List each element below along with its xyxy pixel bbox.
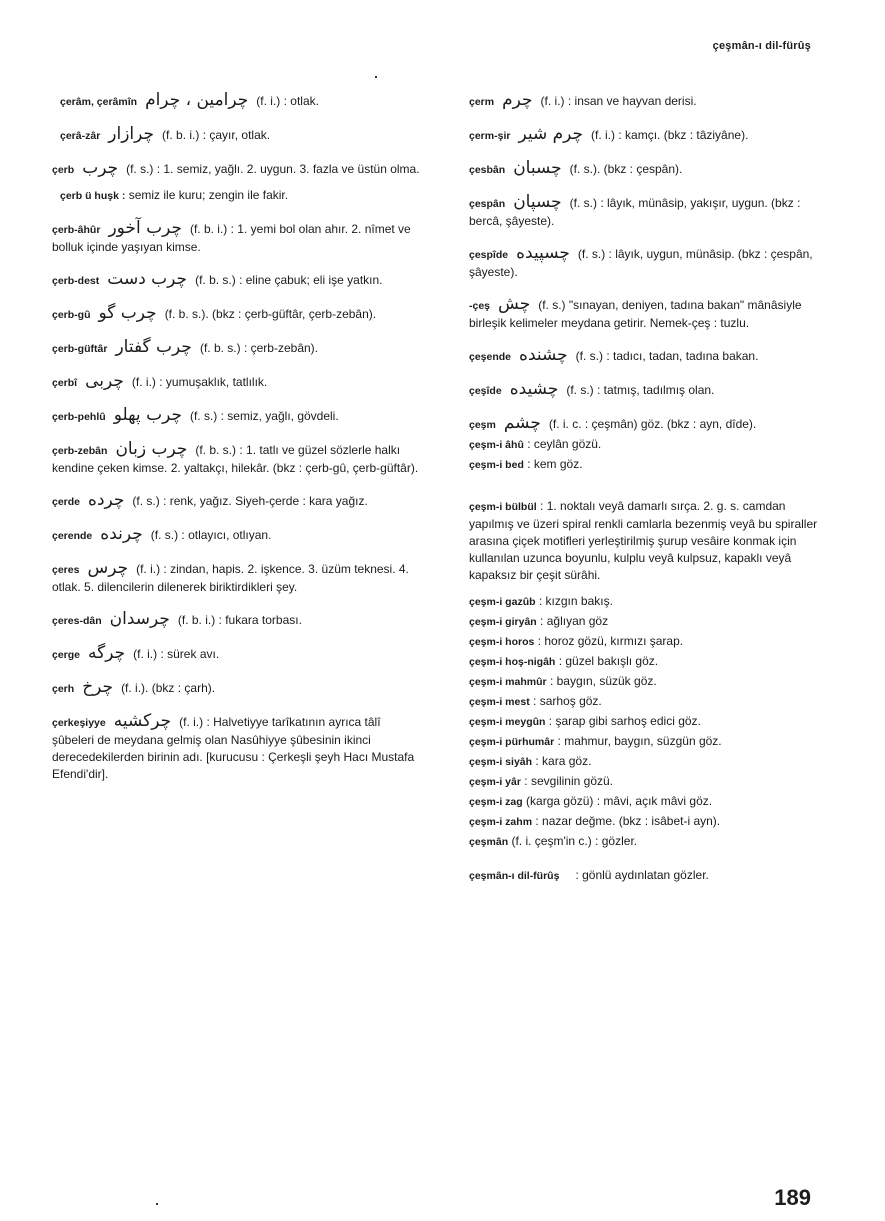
dictionary-subentry: çeşm-i mest : sarhoş göz. bbox=[469, 694, 602, 708]
dictionary-entry: çeşm-i bülbül : 1. noktalı veyâ damarlı sırça. 2. g. s. camdan yapılmış ve üzeri spiral renkli camlarla bezenmiş veyâ bu spiraller arasına çiçek motifleri yerleştirilmiş şurup vesâire konmak için kullanılan uzunca boyunlu, kulplu veyâ kulpsuz, kapaklı veyâ kapaksız bir çeşit sürâhi. bbox=[469, 499, 818, 582]
stray-mark bbox=[375, 76, 377, 78]
dictionary-entry: çerde چرده (f. s.) : renk, yağız. Siyeh-çerde : kara yağız. bbox=[52, 490, 368, 510]
dictionary-subentry: çeşmân (f. i. çeşm'in c.) : gözler. bbox=[469, 834, 638, 848]
dictionary-entry: çerb-gû چرب گو (f. b. s.). (bkz : çerb-güftâr, çerb-zebân). bbox=[52, 303, 377, 323]
dictionary-entry: çerbî چربی (f. i.) : yumuşaklık, tatlılık. bbox=[52, 371, 268, 391]
dictionary-entry: çerb ü huşk : semiz ile kuru; zengin ile fakir. bbox=[60, 188, 289, 202]
dictionary-subentry: çeşm-i giryân : ağlıyan göz bbox=[469, 614, 609, 628]
dictionary-entry: çerende چرنده (f. s.) : otlayıcı, otlıyan. bbox=[52, 524, 272, 544]
dictionary-subentry: çeşm-i meygûn : şarap gibi sarhoş edici göz. bbox=[469, 714, 701, 728]
dictionary-entry: çerb-güftâr چرب گفتار (f. b. s.) : çerb-zebân). bbox=[52, 337, 318, 357]
dictionary-entry: çesbân چسبان (f. s.). (bkz : çespân). bbox=[469, 158, 683, 178]
dictionary-entry: çeres-dân چرسدان (f. b. i.) : fukara torbası. bbox=[52, 609, 302, 629]
dictionary-entry: çerb-dest چرب دست (f. b. s.) : eline çabuk; eli işe yatkın. bbox=[52, 269, 383, 289]
dictionary-subentry: çeşm-i horos : horoz gözü, kırmızı şarap. bbox=[469, 634, 684, 648]
sub-entries-group bbox=[453, 592, 831, 851]
running-header: çeşmân-ı dil-fürûş bbox=[712, 40, 811, 52]
dictionary-subentry: çeşm-i gazûb : kızgın bakış. bbox=[469, 594, 613, 608]
dictionary-entry: çerb-âhûr چرب آخور (f. b. i.) : 1. yemi bol olan ahır. 2. nîmet ve bolluk içinde yaşıyan kimse. bbox=[52, 218, 411, 254]
sub-entries-group bbox=[453, 435, 831, 474]
dictionary-entry: çespîde چسپیده (f. s.) : lâyık, uygun, münâsip. (bkz : çespân, şâyeste). bbox=[469, 243, 813, 279]
dictionary-entry: çeres چرس (f. i.) : zindan, hapis. 2. işkence. 3. üzüm teknesi. 4. otlak. 5. dilencilerin dilenerek biriktirdikleri şey. bbox=[52, 558, 409, 594]
dictionary-entry: çerh چرخ (f. i.). (bkz : çarh). bbox=[52, 677, 216, 697]
dictionary-subentry: çeşm-i zahm : nazar değme. (bkz : isâbet-i ayn). bbox=[469, 814, 721, 828]
dictionary-entry: çerm-şir چرم شیر (f. i.) : kamçı. (bkz : tâziyâne). bbox=[469, 124, 749, 144]
dictionary-subentry: çeşm-i hoş-nigâh : güzel bakışlı göz. bbox=[469, 654, 659, 668]
left-column bbox=[52, 92, 424, 783]
dictionary-subentry: çeşm-i âhû : ceylân gözü. bbox=[469, 437, 602, 451]
dictionary-entry: çespân چسپان (f. s.) : lâyık, münâsip, yakışır, uygun. (bkz : bercâ, şâyeste). bbox=[469, 192, 801, 228]
dictionary-entry: çeşm چشم (f. i. c. : çeşmân) göz. (bkz : ayn, dîde). bbox=[469, 413, 757, 433]
dictionary-subentry: çeşm-i yâr : sevgilinin gözü. bbox=[469, 774, 614, 788]
dictionary-entry: çerkeşiyye چرکشیه (f. i.) : Halvetiyye tarîkatının ayrıca tâlî şûbeleri de meydana gelmiş olan Nasûhiyye şûbesinin ikinci derecedekilerden birinin adı. [kurucusu : Çerkeşli şeyh Hacı Mustafa Efendi'dir]. bbox=[52, 711, 415, 781]
dictionary-subentry: çeşm-i siyâh : kara göz. bbox=[469, 754, 592, 768]
dictionary-entry: çerm چرم (f. i.) : insan ve hayvan derisi. bbox=[469, 90, 697, 110]
dictionary-entry: çerâ-zâr چرازار (f. b. i.) : çayır, otlak. bbox=[60, 124, 271, 144]
dictionary-entry: çerge چرگه (f. i.) : sürek avı. bbox=[52, 643, 220, 663]
page-number: 189 bbox=[774, 1185, 811, 1210]
dictionary-entry: çerb-zebân چرب زبان (f. b. s.) : 1. tatlı ve güzel sözlerle halkı kendine çeken kimse. 2. yaltakçı, hilekâr. (bkz : çerb-gû, çerb-güftâr). bbox=[52, 439, 419, 475]
stray-mark bbox=[156, 1203, 158, 1205]
dictionary-entry: çerâm, çerâmîn چرامین ، چرام (f. i.) : otlak. bbox=[60, 90, 319, 110]
dictionary-entry: çeşmân-ı dil-fürûş : gönlü aydınlatan gözler. bbox=[469, 868, 709, 882]
dictionary-subentry: çeşm-i pürhumâr : mahmur, baygın, süzgün göz. bbox=[469, 734, 722, 748]
dictionary-entry: -çeş چش (f. s.) "sınayan, deniyen, tadına bakan" mânâsiyle birleşik kelimeler meydana getirir. Nemek-çeş : tuzlu. bbox=[469, 294, 802, 330]
right-column bbox=[453, 92, 831, 899]
dictionary-entry: çeşende چشنده (f. s.) : tadıcı, tadan, tadına bakan. bbox=[469, 345, 759, 365]
dictionary-subentry: çeşm-i bed : kem göz. bbox=[469, 457, 583, 471]
dictionary-entry: çerb چرب (f. s.) : 1. semiz, yağlı. 2. uygun. 3. fazla ve üstün olma. bbox=[52, 158, 420, 178]
dictionary-entry: çeşîde چشیده (f. s.) : tatmış, tadılmış olan. bbox=[469, 379, 715, 399]
dictionary-subentry: çeşm-i zag (karga gözü) : mâvi, açık mâvi göz. bbox=[469, 794, 713, 808]
dictionary-subentry: çeşm-i mahmûr : baygın, süzük göz. bbox=[469, 674, 657, 688]
dictionary-entry: çerb-pehlû چرب پهلو (f. s.) : semiz, yağlı, gövdeli. bbox=[52, 405, 339, 425]
